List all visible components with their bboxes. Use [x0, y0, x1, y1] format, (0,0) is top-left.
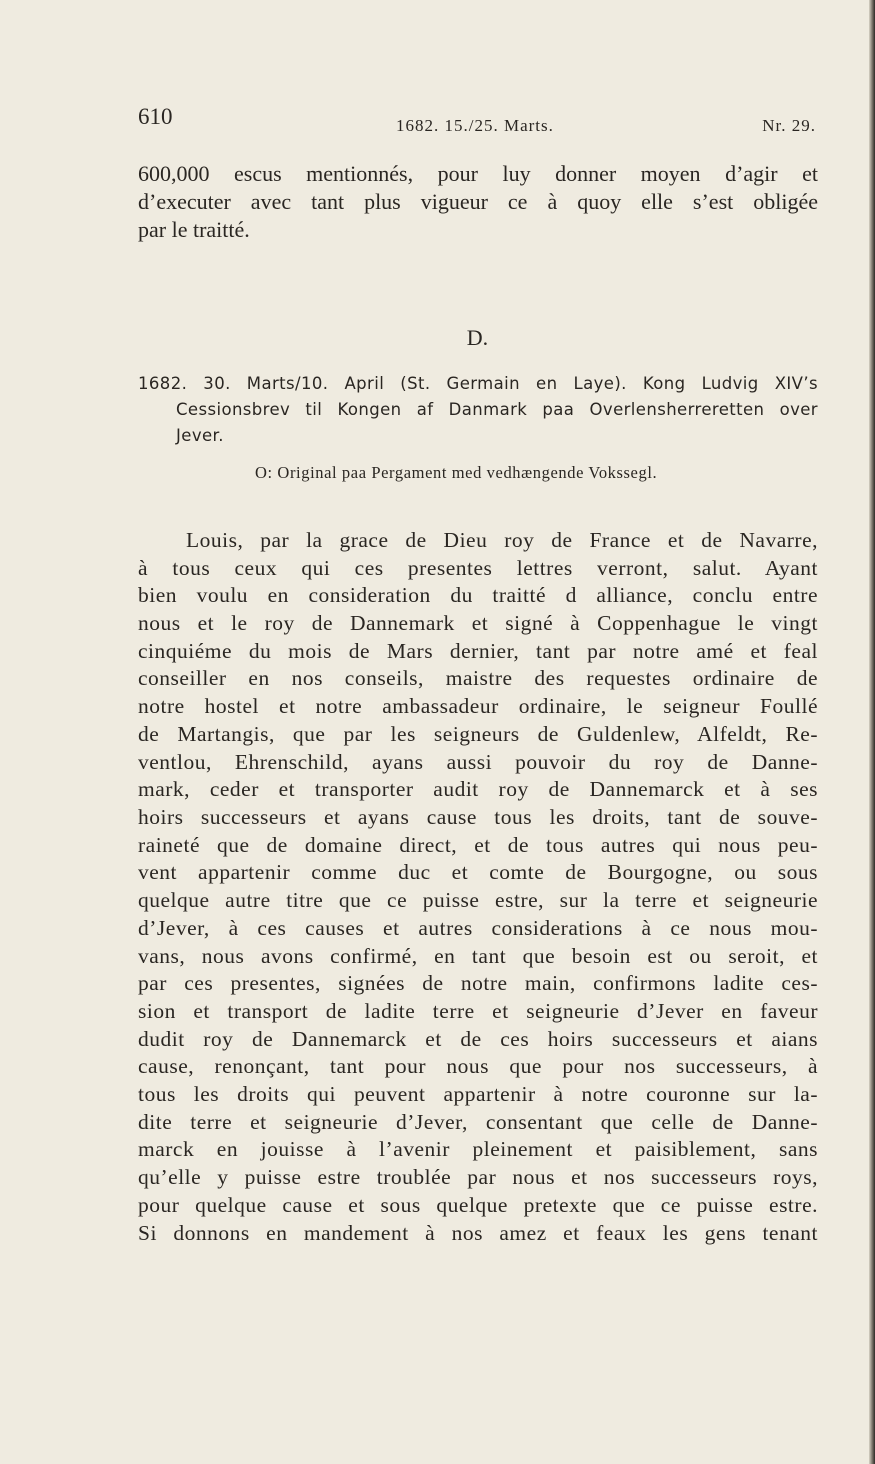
text-line: cinquiéme du mois de Mars dernier, tant par notre amé et feal — [138, 639, 818, 663]
text-line: nous et le roy de Dannemark et signé à Coppenhague le vingt — [138, 611, 818, 635]
text-line: dudit roy de Dannemarck et de ces hoirs successeurs et aians — [138, 1027, 818, 1051]
text-line: sion et transport de ladite terre et seigneurie d’Jever en faveur — [138, 999, 818, 1023]
text-line: par le traitté. — [138, 217, 250, 242]
heading-line: 1682. 30. Marts/10. April (St. Germain en Laye). Kong Ludvig XIV’s — [138, 374, 818, 393]
text-line: ventlou, Ehrenschild, ayans aussi pouvoir du roy de Danne- — [138, 750, 818, 774]
text-line: notre hostel et notre ambassadeur ordinaire, le seigneur Foullé — [138, 694, 818, 718]
document-number: Nr. 29. — [762, 116, 816, 135]
text-line: raineté que de domaine direct, et de tous autres qui nous peu- — [138, 833, 818, 857]
text-line: mark, ceder et transporter audit roy de Dannemarck et à ses — [138, 777, 818, 801]
text-line: vent appartenir comme duc et comte de Bourgogne, ou sous — [138, 860, 818, 884]
text-line: à tous ceux qui ces presentes lettres verront, salut. Ayant — [138, 556, 818, 580]
heading-line: Jever. — [176, 426, 224, 445]
text-line: quelque autre titre que ce puisse estre, sur la terre et seigneurie — [138, 888, 818, 912]
text-line: conseiller en nos conseils, maistre des requestes ordinaire de — [138, 666, 818, 690]
source-note: O: Original paa Pergament med vedhængende Vokssegl. — [255, 463, 658, 482]
text-line: marck en jouisse à l’avenir pleinement et paisiblement, sans — [138, 1137, 818, 1161]
text-line: bien voulu en consideration du traitté d alliance, conclu entre — [138, 583, 818, 607]
text-line: 600,000 escus mentionnés, pour luy donner moyen d’agir et — [138, 161, 818, 186]
text-line: d’executer avec tant plus vigueur ce à quoy elle s’est obligée — [138, 189, 818, 214]
page-edge-shadow — [869, 0, 875, 1464]
text-line: dite terre et seigneurie d’Jever, consentant que celle de Danne- — [138, 1110, 818, 1134]
text-line: par ces presentes, signées de notre main, confirmons ladite ces- — [138, 971, 818, 995]
section-letter: D. — [466, 325, 489, 350]
text-line: hoirs successeurs et ayans cause tous les droits, tant de souve- — [138, 805, 818, 829]
text-line: vans, nous avons confirmé, en tant que besoin est ou seroit, et — [138, 944, 818, 968]
text-line: pour quelque cause et sous quelque pretexte que ce puisse estre. — [138, 1193, 818, 1217]
text-line: de Martangis, que par les seigneurs de Guldenlew, Alfeldt, Re- — [138, 722, 818, 746]
text-line: Si donnons en mandement à nos amez et feaux les gens tenant — [138, 1221, 818, 1245]
text-line: cause, renonçant, tant pour nous que pour nos successeurs, à — [138, 1054, 818, 1078]
heading-line: Cessionsbrev til Kongen af Danmark paa Overlensherreretten over — [176, 400, 818, 419]
running-title: 1682. 15./25. Marts. — [396, 116, 554, 135]
text-line: tous les droits qui peuvent appartenir à notre couronne sur la- — [138, 1082, 818, 1106]
text-line: d’Jever, à ces causes et autres considerations à ce nous mou- — [138, 916, 818, 940]
page-number: 610 — [138, 104, 173, 129]
text-line: qu’elle y puisse estre troublée par nous et nos successeurs roys, — [138, 1165, 818, 1189]
page-header — [138, 104, 818, 134]
text-line: Louis, par la grace de Dieu roy de France et de Navarre, — [186, 528, 818, 552]
